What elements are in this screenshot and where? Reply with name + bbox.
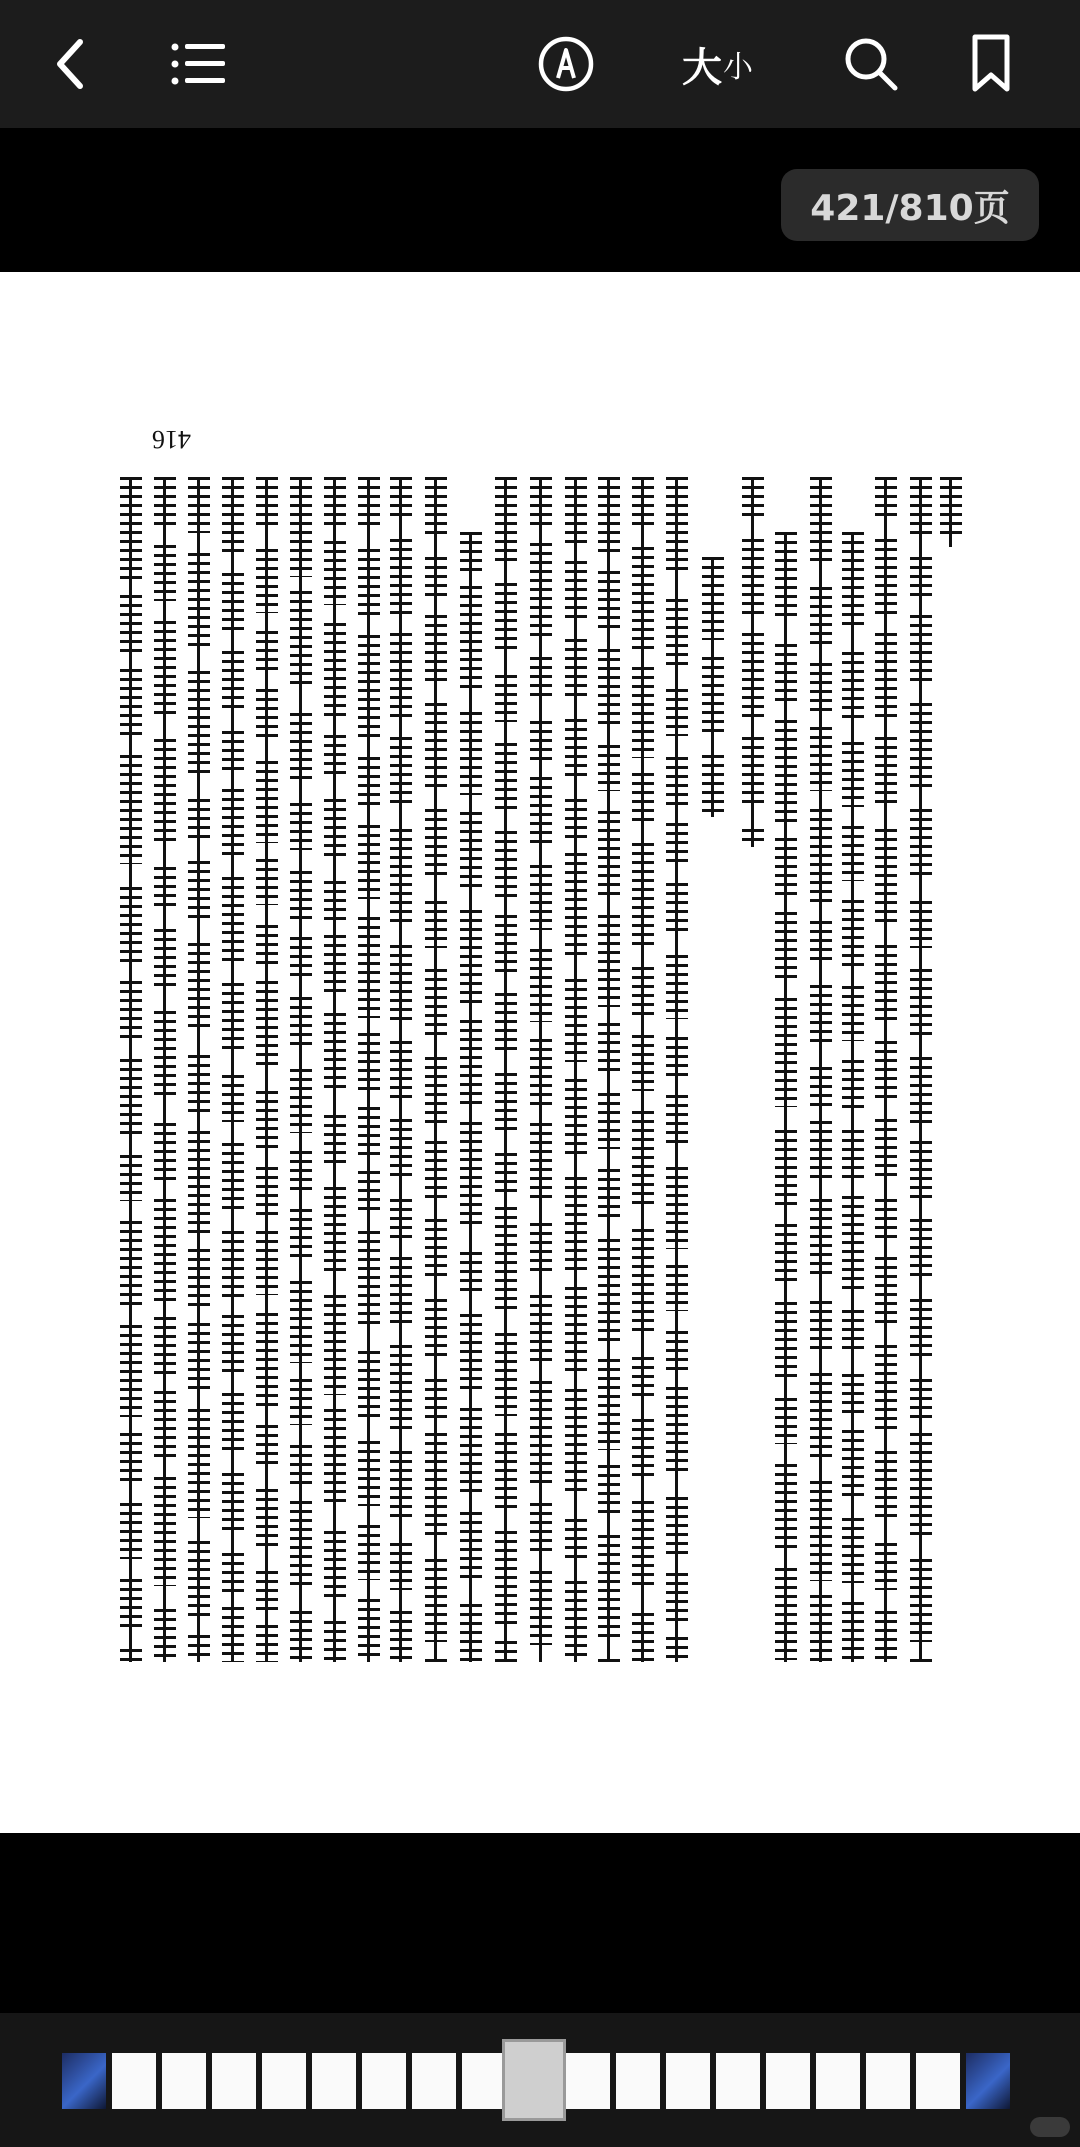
bookmark-button[interactable] <box>966 24 1016 104</box>
thumbnail[interactable] <box>62 2053 106 2109</box>
text-line <box>666 477 688 1662</box>
thumbnail[interactable] <box>412 2053 456 2109</box>
text-line <box>154 477 176 1662</box>
chevron-left-icon <box>50 34 90 94</box>
text-line <box>940 477 962 547</box>
thumbnail[interactable] <box>212 2053 256 2109</box>
thumbnail-current[interactable] <box>502 2039 566 2121</box>
thumbnail[interactable] <box>716 2053 760 2109</box>
text-line <box>598 477 620 1662</box>
text-line <box>495 477 517 1662</box>
text-line <box>324 477 346 1662</box>
thumbnail[interactable] <box>162 2053 206 2109</box>
bookmark-icon <box>969 33 1013 95</box>
thumbnail[interactable] <box>666 2053 710 2109</box>
thumbnail[interactable] <box>916 2053 960 2109</box>
text-line <box>222 477 244 1662</box>
pen-circle-icon <box>536 34 596 94</box>
watermark-logo <box>1030 2117 1070 2137</box>
thumbnail[interactable] <box>566 2053 610 2109</box>
printed-page-number: 416 <box>152 425 191 454</box>
document-page[interactable] <box>0 272 1080 1833</box>
search-button[interactable] <box>840 24 902 104</box>
mongolian-text-image <box>120 477 960 1662</box>
text-line <box>810 477 832 1662</box>
text-line <box>910 477 932 1662</box>
text-line <box>460 532 482 1662</box>
thumbnail[interactable] <box>966 2053 1010 2109</box>
text-line <box>842 532 864 1662</box>
thumbnail-strip[interactable] <box>62 2053 1018 2109</box>
text-line <box>425 477 447 1662</box>
text-line <box>358 477 380 1662</box>
text-line <box>565 477 587 1662</box>
search-icon <box>841 34 901 94</box>
thumbnail[interactable] <box>766 2053 810 2109</box>
thumbnail-bar <box>0 2013 1080 2147</box>
thumbnail[interactable] <box>312 2053 356 2109</box>
thumbnail[interactable] <box>362 2053 406 2109</box>
thumbnail[interactable] <box>816 2053 860 2109</box>
text-line <box>742 477 764 847</box>
font-size-button[interactable] <box>676 24 760 104</box>
thumbnail[interactable] <box>616 2053 660 2109</box>
text-line <box>120 477 142 1662</box>
text-line <box>530 477 552 1662</box>
text-line <box>290 477 312 1662</box>
top-toolbar <box>0 0 1080 128</box>
font-size-label-small: 小 <box>723 50 754 85</box>
back-button[interactable] <box>40 24 100 104</box>
text-line <box>256 477 278 1662</box>
text-line <box>875 477 897 1662</box>
text-line <box>188 477 210 1662</box>
thumbnail[interactable] <box>262 2053 306 2109</box>
page-indicator: 421/810页 <box>781 169 1039 241</box>
text-line <box>390 477 412 1662</box>
contents-button[interactable] <box>168 24 230 104</box>
text-line <box>775 532 797 1662</box>
annotate-button[interactable] <box>536 24 596 104</box>
font-size-label-big: 大 <box>682 44 723 91</box>
thumbnail[interactable] <box>462 2053 506 2109</box>
list-icon <box>169 39 229 89</box>
thumbnail[interactable] <box>866 2053 910 2109</box>
thumbnail[interactable] <box>112 2053 156 2109</box>
text-line <box>702 557 724 817</box>
text-line <box>632 477 654 1662</box>
